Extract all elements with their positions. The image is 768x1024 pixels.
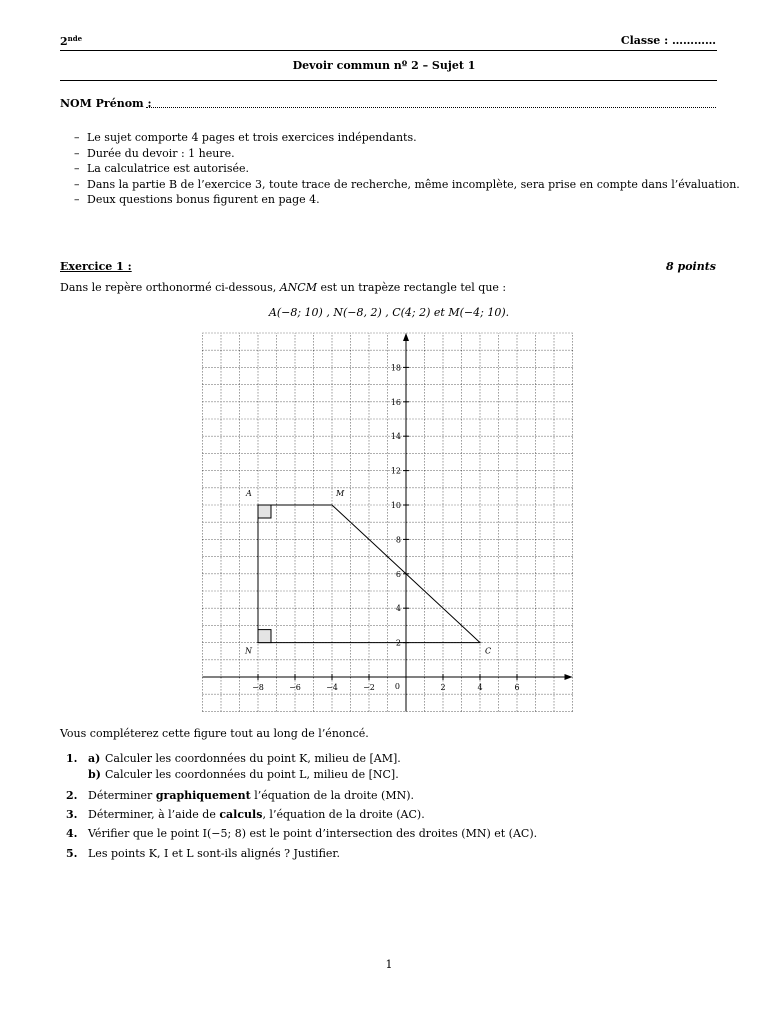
- y-tick-label: 16: [390, 397, 401, 407]
- question-text: Calculer les coordonnées du point L, milieu de [NC].: [105, 768, 399, 781]
- instruction-text: La calculatrice est autorisée.: [87, 162, 249, 175]
- level-sup: nde: [67, 34, 83, 43]
- page-number: 1: [385, 958, 393, 971]
- point-label: M: [336, 489, 345, 498]
- y-tick-label: 18: [390, 363, 401, 373]
- exercise-title: Exercice 1 :: [60, 260, 132, 273]
- question-number: 5.: [66, 847, 78, 860]
- page-title: Devoir commun nº 2 – Sujet 1: [292, 59, 476, 72]
- right-angle-marker: [258, 505, 271, 518]
- y-tick-label: 10: [390, 501, 401, 510]
- name-label: NOM Prénom :: [60, 97, 152, 110]
- figure-instruction: Vous compléterez cette figure tout au long de l’énoncé.: [60, 727, 369, 740]
- y-tick-label: 4: [395, 604, 401, 614]
- instruction-text: Dans la partie B de l’exercice 3, toute trace de recherche, même incomplète, sera prise en compte dans l’évaluation.: [87, 177, 740, 191]
- question-text: Calculer les coordonnées du point K, milieu de [AM].: [105, 752, 401, 765]
- x-tick-label: 4: [477, 683, 483, 692]
- sub-label: a): [88, 752, 101, 765]
- x-tick-label: −6: [289, 683, 301, 692]
- y-tick-label: 6: [395, 569, 401, 579]
- question-emphasis: calculs: [219, 808, 263, 821]
- question-number: 2.: [66, 789, 78, 802]
- instruction-text: Le sujet comporte 4 pages et trois exercices indépendants.: [87, 131, 417, 144]
- right-angle-marker: [258, 630, 271, 643]
- y-tick-label: 8: [395, 535, 401, 545]
- question-3: [66, 808, 425, 821]
- x-tick-label: −2: [363, 683, 375, 692]
- level-text: 2: [60, 35, 68, 48]
- point-label: N: [245, 646, 252, 656]
- intro-suffix: est un trapèze rectangle tel que :: [316, 281, 507, 294]
- x-tick-label: 6: [514, 683, 520, 692]
- origin-label: 0: [394, 682, 400, 691]
- question-1a: [66, 752, 401, 765]
- y-tick-label: 2: [395, 638, 401, 648]
- exercise-points: 8 points: [666, 260, 716, 273]
- question-text: , l’équation de la droite (AC).: [262, 808, 425, 821]
- x-tick-label: −8: [252, 683, 264, 692]
- x-axis-arrow: [565, 674, 573, 680]
- question-text: Les points K, I et L sont-ils alignés ? Justifier.: [88, 847, 340, 860]
- point-label: C: [485, 646, 492, 656]
- question-5: [66, 847, 340, 860]
- instruction-text: Deux questions bonus figurent en page 4.: [87, 193, 320, 206]
- sub-label: b): [88, 768, 101, 781]
- dash-bullet: –: [74, 146, 80, 160]
- question-number: 4.: [66, 827, 78, 840]
- dash-bullet: –: [74, 177, 80, 191]
- question-text: Vérifier que le point I(−5; 8) est le point d’intersection des droites (MN) et (AC).: [88, 827, 538, 840]
- instruction-text: Durée du devoir : 1 heure.: [87, 146, 235, 160]
- y-tick-label: 14: [390, 432, 401, 442]
- question-2: [66, 789, 414, 802]
- intro-name: ANCM: [279, 281, 317, 294]
- question-4: [66, 827, 537, 840]
- point-label: A: [246, 489, 252, 498]
- intro-prefix: Dans le repère orthonormé ci-dessous,: [60, 281, 280, 294]
- class-label: Classe : …………: [620, 34, 716, 47]
- trapezoid-ANCM: [258, 505, 480, 643]
- question-number: 1.: [66, 752, 78, 765]
- question-emphasis: graphiquement: [155, 789, 251, 802]
- question-text: l’équation de la droite (MN).: [250, 789, 415, 802]
- question-text: Déterminer: [88, 789, 156, 802]
- dash-bullet: –: [74, 193, 80, 206]
- coordinates-line: A(−8; 10) , N(−8, 2) , C(4; 2) et M(−4; 10).: [268, 306, 510, 319]
- question-1b: [88, 768, 399, 781]
- x-tick-label: −4: [326, 683, 338, 692]
- y-tick-label: 12: [390, 466, 401, 476]
- dash-bullet: –: [74, 131, 80, 144]
- y-axis-arrow: [403, 333, 409, 341]
- dash-bullet: –: [74, 162, 80, 175]
- question-text: Déterminer, à l’aide de: [88, 808, 220, 821]
- x-tick-label: 2: [440, 683, 446, 692]
- question-number: 3.: [66, 808, 78, 821]
